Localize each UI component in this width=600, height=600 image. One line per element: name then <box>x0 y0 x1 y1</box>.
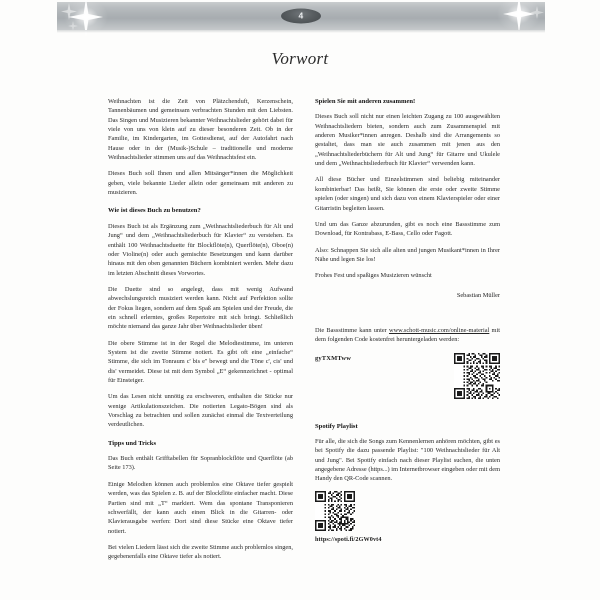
section-heading-play-together: Spielen Sie mit anderen zusammen! <box>315 98 416 105</box>
paragraph: Dieses Buch soll Ihnen und allen Mitsänger*innen die Möglichkeit geben, viele bekannte Lieder allein oder gemeinsam mit anderen zu musizieren. <box>108 170 293 197</box>
download-code: gyTXMTww <box>315 354 352 362</box>
paragraph: Dieses Buch ist als Ergänzung zum „Weihnachtsliederbuch für Alt und Jung“ und dem „Weihnachtsliederbuch für Klavier“ zu verstehen. Es enthält 100 Weihnachtsduette für Blockflöte(n), Querflöte(n), Oboe(n) oder Violine(n) oder auch gemischte Besetzungen und kann darüber hinaus mit den oben genannten Büchern kombiniert werden. Mehr dazu im letzten Abschnitt dieses Vorwortes. <box>108 222 293 277</box>
paragraph: Und um das Ganze abzurunden, gibt es noch eine Bassstimme zum Download, für Kontrabass, E-Bass, Cello oder Fagott. <box>315 220 500 238</box>
paragraph: Also: Schnappen Sie sich alle alten und jungen Musikant*innen in Ihrer Nähe und legen Sie los! <box>315 246 500 263</box>
paragraph: Die Duette sind so angelegt, dass mit wenig Aufwand abwechslungsreich musiziert werden kann. Nicht auf Perfektion sollte der Fokus liegen, sondern auf dem Spaß am Spielen und der Freude, die ein schnell erlerntes, großes Repertoire mit sich bringt. Schließlich möchte niemand das ganze Jahr über Weihnachtslieder üben! <box>108 285 293 331</box>
paragraph: All diese Bücher und Einzelstimmen sind beliebig miteinander kombinierbar! Das heißt, Sie können die erste oder zweite Stimme spielen (oder singen) und sich dazu von einem Klavierspieler oder einer Gitarristin begleiten lassen. <box>315 176 500 212</box>
spotify-description: Für alle, die sich die Songs zum Kennenlernen anhören möchten, gibt es bei Spotify die dazu passende Playlist: "100 Weihnachtslieder für Alt und Jung". Bei Spotify einfach nach dieser Playlist suchen, die unten angegebene Adresse (https...) im Internetbrowser eingeben oder mit dem Handy den QR-Code scannen. <box>315 438 500 483</box>
download-intro-suffix: mit dem folgenden Code kostenfrei heruntergeladen werden: <box>315 326 500 344</box>
page-number: 4 <box>298 10 304 21</box>
sparkle-star-icon <box>493 0 555 40</box>
download-intro-prefix: Die Bassstimme kann unter <box>315 326 389 334</box>
paragraph: Einige Melodien können auch problemlos eine Oktave tiefer gespielt werden, was das Spielen z. B. auf der Blockflöte einfacher macht. Diese Partien sind mit „T“ markiert. Wem das spontane Transponieren schwerfällt, der kann auch einen Blick in die Gitarren- oder Klavierausgabe werfen: Dort sind diese Stücke eine Oktave tiefer notiert. <box>108 480 293 535</box>
paragraph: Die obere Stimme ist in der Regel die Melodiestimme, im unteren System ist die zweite Stimme notiert. Es gibt oft eine „einfache“ Stimme, die sich im Tonraum c' bis e'' bewegt und die Töne c', cis' und dis' vermeidet. Diese ist mit dem Symbol „E“ gekennzeichnet - optimal für Einsteiger. <box>108 339 293 384</box>
section-heading-spotify-playlist: Spotify Playlist <box>315 422 358 430</box>
page-header-banner <box>57 2 545 30</box>
download-instructions <box>315 326 500 345</box>
spotify-qr-code[interactable] <box>315 491 355 531</box>
spotify-url[interactable]: https://spoti.fi/2GW0vt4 <box>315 535 382 543</box>
section-heading-how-to-use: Wie ist dieses Buch zu benutzen? <box>108 207 201 215</box>
paragraph: Das Buch enthält Grifftabellen für Sopranblockflöte und Querflöte (ab Seite 173). <box>108 455 293 472</box>
paragraph: Bei vielen Liedern lässt sich die zweite Stimme auch problemlos singen, gegebenenfalls eine Oktave tiefer als notiert. <box>108 543 293 561</box>
paragraph: Um das Lesen nicht unnötig zu erschweren, enthalten die Stücke nur wenige Artikulationszeichen. Die notierten Legato-Bögen sind als Vorschlag zu betrachten und sollen zunächst einmal die Textverteilung verdeutlichen. <box>108 393 293 429</box>
section-heading-tips-and-tricks: Tipps und Tricks <box>108 439 157 447</box>
signature: Sebastian Müller <box>456 291 500 299</box>
download-qr-code[interactable] <box>454 353 500 399</box>
two-column-body <box>108 97 500 569</box>
page-title: Vorwort <box>271 49 329 68</box>
page-number-badge <box>281 9 321 24</box>
download-code-row <box>315 353 500 399</box>
left-column <box>108 97 293 569</box>
schott-music-link[interactable]: www.schott-music.com/online-material <box>388 326 490 334</box>
right-column <box>315 97 500 569</box>
paragraph: Frohes Fest und spaßiges Musizieren wünscht <box>315 272 432 280</box>
paragraph: Weihnachten ist die Zeit von Plätzchenduft, Kerzenschein, Tannenbäumen und gemeinsam verbrachten Stunden mit den Liebsten. Das Singen und Musizieren bekannter Weihnachtslieder gehört dabei für viele von uns von klein auf zu dieser besonderen Zeit. Ob in der Familie, im Kindergarten, im Gottesdienst, auf der Autofahrt nach Hause oder in der (Musik-)Schule – traditionelle und moderne Weihnachtslieder stimmen uns auf das Weihnachtsfest ein. <box>108 98 293 162</box>
sparkle-star-icon <box>53 0 119 41</box>
paragraph: Dieses Buch soll nicht nur einen leichten Zugang zu 100 ausgewählten Weihnachtsliedern bieten, sondern auch zum Zusammenspiel mit anderen Musiker*innen anregen. Deshalb sind die Arrangements so gestaltet, dass man sie auch zusammen mit jenen aus den „Weihnachtsliederbüchern für Alt und Jung“ für Gitarre und Ukulele und dem „Weihnachtsliederbuch für Klavier“ verwenden kann. <box>315 113 500 168</box>
